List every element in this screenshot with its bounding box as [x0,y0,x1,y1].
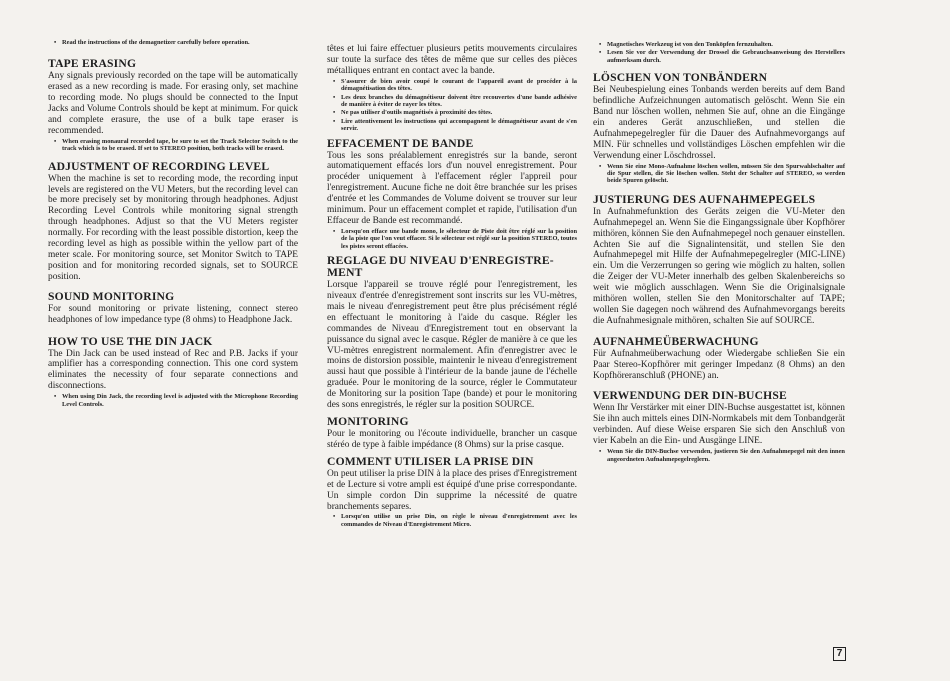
note: • Magnetisches Werkzeug ist von den Tonköpfen fernzuhalten. [599,41,773,48]
french-column [327,44,577,529]
note: • Lorsqu'on efface une bande mono, le sélecteur de Piste doit être réglé sur la position de la piste que l'on veut effacer. Si le sélecteur est réglé sur la position STEREO, toutes les pistes seront effacées. [333,227,577,250]
note: • When using Din Jack, the recording level is adjusted with the Microphone Recording Level Controls. [54,393,298,408]
english-column [48,38,298,409]
note: • Wenn Sie eine Mono-Aufnahme löschen wollen, müssen Sie den Spurwahlschalter auf die Spur stellen, die Sie löschen wollen. Steht der Schalter auf STEREO, so werden beide Spuren gelöscht. [599,162,845,185]
note: • Lesen Sie vor der Verwendung der Drossel die Gebrauchsanweisung des Herstellers aufmerksam durch. [599,49,845,64]
section-text: For sound monitoring or private listening, connect stereo headphones of low impedance type (8 ohms) to Headphone Jack. [48,303,298,325]
section-text: Lorsque l'appareil se trouve réglé pour l'enregistrement, les niveaux d'entrée d'enregistrement sont inscrits sur les VU-mètres, mais le niveau d'enregistrement peut être plus précisément réglé en effectuant le monitoring à l'aide du casque. Régler les commandes de Niveau d'Enregistrement tout en observant la puissance du signal avec le casque. Régler de manière à ce que les VU-mètres enregistrent normalement. Afin d'enregistrer avec le moins de distorsion possible, maintenir le niveau d'enregistrement aussi haut que possible à l'intérieur de la bande jaune de l'échelle graduée. Pour le monitoring de la source, régler le Commutateur de Monitoring sur la position Tape (bande) et pour le monitoring des sons enregistrés, le régler sur la position SOURCE. [327,280,577,411]
note: • Ne pas utiliser d'outils magnétisés à proximité des têtes. [333,109,493,117]
note: • Lorsqu'on utilise un prise Din, on règle le niveau d'enregistrement avec les commandes de Niveau d'Enregistrement Micro. [333,513,577,528]
section-text: On peut utiliser la prise DIN à la place des prises d'Enregistrement et de Lecture si votre ampli est équipé d'une prise correspondante. Un simple cordon Din supprime la nécessité de quatre branchements separes. [327,468,577,512]
german-column [593,40,845,464]
note: • Wenn Sie die DIN-Buchse verwenden, justieren Sie den Aufnahmepegel mit den innen angeordneten Aufnahmepegelreglern. [599,448,845,463]
section-text: Wenn Ihr Verstärker mit einer DIN-Buchse ausgestattet ist, können Sie ihn auch mittels eines DIN-Normkabels mit dem Tonbandgerät verbinden. Auf diese Weise ersparen Sie sich den Anschluß von vier Kabeln an die Ein- und Ausgänge LINE. [593,403,845,447]
note: • Read the instructions of the demagnetizer carefully before operation. [54,39,250,46]
note: • When erasing monaural recorded tape, be sure to set the Track Selector Switch to the track which is to be erased. If set to STEREO position, both tracks will be erased. [54,137,298,153]
section-text: In Aufnahmefunktion des Geräts zeigen die VU-Meter den Aufnahmepegel an. Wenn Sie die Eingangssignale über Kopfhörer mithören, können Sie den Aufnahmepegel noch genauer einstellen. Achten Sie auf die Signalintensität, und stellen Sie den Aufnahmepegel mit Hilfe der Aufnahmepegelregler (MIC-LINE) ein. Um die Verzerrungen so gering wie möglich zu halten, sollen die Zeiger der VU-Meter innerhalb des gelben Skalenbereichs so weit wie möglich ausschlagen. Wenn Sie die Originalsignale mithören wollen, stellen Sie den Monitorschalter auf TAPE; wollen Sie dagegen noch während des Aufnahmevorgangs bereits die Aufnahmesignale mithören, schalten Sie auf SOURCE. [593,206,845,326]
section-title-ueberwachung: AUFNAHMEÜBERWACHUNG [593,334,759,348]
section-title-loeschen: LÖSCHEN VON TONBÄNDERN [593,71,768,85]
section-text: Any signals previously recorded on the tape will be automatically erased as a new recording is made. For erasing only, set machine to recording mode. No plugs should be connected to the Input Jacks and Volume Controls should be kept at minimum. For quick and complete erasure, the use of a bulk tape eraser is recommended. [48,71,298,136]
note: • Lire attentivement les instructions qui accompagnent le démagnétiseur avant de s'en servir. [333,117,577,133]
section-title-justierung: JUSTIERUNG DES AUFNAHMEPEGELS [593,192,816,206]
note: • Les deux branches du démagnétiseur doivent être recouvertes d'une bande adhésive de manière à éviter de rayer les têtes. [333,93,577,108]
section-title-adjustment: ADJUSTMENT OF RECORDING LEVEL [48,159,270,173]
section-title-din-buchse: VERWENDUNG DER DIN-BUCHSE [593,389,787,403]
section-text: The Din Jack can be used instead of Rec and P.B. Jacks if your amplifier has a corresponding connection. This one cord system eliminates the necessity of four separate connections and disconnections. [48,348,298,392]
section-text: Pour le monitoring ou l'écoute individuelle, brancher un casque stéréo de type à faible impédance (8 Ohms) sur la prise casque. [327,429,577,450]
section-text: Tous les sons préalablement enregistrés sur la bande, seront automatiquement effacés lors d'un nouvel enregistrement. Pour procéder uniquement à l'effacement régler l'appreil pour l'enregistrement. Aucune fiche ne doit être branchée sur les prises d'entrée et les Commandes de Volume doivent se trouver sur leur minimum. Pour un effacement complet et rapide, l'utilisation d'un Effaceur de Bande est recommandé. [327,150,577,226]
section-title-reglage: REGLAGE DU NIVEAU D'ENREGISTRE-MENT [327,254,554,280]
section-title-din: COMMENT UTILISER LA PRISE DIN [327,454,534,468]
section-title-din-jack: HOW TO USE THE DIN JACK [48,334,213,348]
note: • S'assurer de bien avoir coupé le courant de l'appareil avant de procéder à la démagnétisation des têtes. [333,77,577,93]
section-text: When the machine is set to recording mode, the recording input levels are registered on the VU Meters, but the recording level can be more precisely set by monitoring through headphones. Adjust Recording Level Controls while monitoring signal strength through headphones. Adjust so that the VU Meters register normally. For recording with the least possible distortion, keep the recording level as high as possible within the yellow part of the meter scale. For monitoring source, set Monitor Switch to TAPE position and for monitoring recorded signals, set to SOURCE position. [48,173,298,282]
section-text: Für Aufnahmeüberwachung oder Wiedergabe schließen Sie ein Paar Stereo-Kopfhörer mit geringer Impedanz (8 Ohms) an den Kopfhöreranschluß (PHONE) an. [593,348,845,381]
section-title-sound-monitoring: SOUND MONITORING [48,289,175,303]
section-text: têtes et lui faire effectuer plusieurs petits mouvements circulaires sur toute la surface des têtes de même que sur celles des pièces métalliques entrant en contact avec la bande. [327,44,577,76]
section-title-tape-erasing: TAPE ERASING [48,57,137,71]
section-title-effacement: EFFACEMENT DE BANDE [327,136,474,150]
section-title-monitoring: MONITORING [327,415,409,428]
section-text: Bei Neubespielung eines Tonbands werden bereits auf dem Band befindliche Aufzeichnungen automatisch gelöscht. Wenn Sie ein Band nur löschen wollen, nehmen Sie auf, ohne an die Eingänge ein anderes Gerät anzuschließen, und stellen die Aufnahmepegelregler für die Dauer des Aufnahmevorgangs auf MIN. Für schnelles und vollständiges Löschen empfehlen wir die Verwendung einer Löschdrossel. [593,85,845,161]
page-number: 7 [833,647,846,661]
